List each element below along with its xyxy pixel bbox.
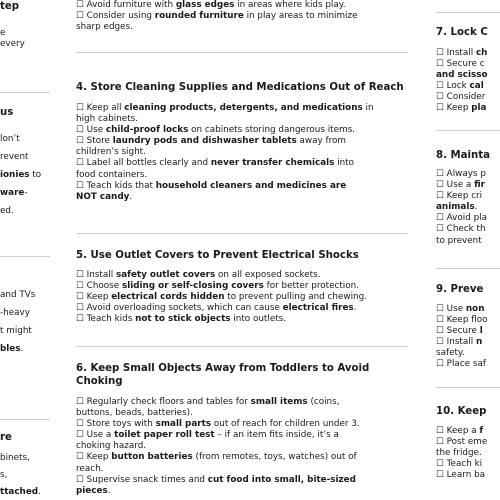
checklist-item: [76, 103, 408, 114]
main-column: [76, 0, 408, 500]
checklist-item: [76, 408, 408, 419]
section-body: [0, 134, 50, 217]
checklist-item: [76, 181, 408, 192]
checklist-item: [436, 470, 500, 481]
body-text: revent: [0, 152, 29, 163]
checklist-item: [436, 315, 500, 326]
emphasis-text: bles: [0, 344, 21, 355]
right-section-9: [436, 283, 500, 371]
body-text: safety.: [436, 348, 465, 359]
checklist-item: [76, 136, 408, 147]
checklist-item: [76, 11, 408, 22]
emphasis-text: l: [479, 326, 483, 337]
body-text: ☐ Lock: [436, 81, 470, 92]
section-divider: [0, 419, 50, 420]
body-text: .: [107, 485, 111, 496]
body-text: to prevent: [436, 235, 482, 246]
emphasis-text: sliding or self-closing covers: [121, 281, 264, 292]
emphasis-text: button batteries: [111, 452, 193, 463]
emphasis-text: household cleaners and medicines are: [155, 180, 347, 191]
emphasis-text: f: [479, 426, 484, 436]
body-text: choking hazard.: [76, 441, 147, 452]
section-heading: 7. Lock C: [436, 27, 488, 38]
body-line: [0, 152, 50, 163]
section-divider: [436, 12, 500, 13]
body-text: ☐ Check th: [436, 224, 486, 235]
checklist-item: [76, 303, 408, 314]
checklist-item: [76, 125, 408, 136]
body-text: food containers.: [76, 169, 148, 180]
section-divider: [436, 387, 500, 388]
checklist-item: [76, 114, 408, 125]
checklist-item: [436, 92, 500, 103]
emphasis-text: fir: [474, 180, 485, 191]
section-divider: [0, 256, 50, 257]
body-text: .: [129, 191, 133, 202]
body-text: to: [29, 170, 42, 181]
body-line: [0, 28, 50, 39]
section-divider: [436, 268, 500, 269]
checklist-item: [436, 236, 500, 247]
section-body: [76, 103, 408, 203]
checklist-item: [76, 147, 408, 158]
body-text: ☐ Avoid furniture with: [76, 0, 176, 10]
emphasis-text: electrical cords hidden: [111, 292, 225, 303]
emphasis-text: child-proof locks: [105, 125, 189, 136]
section-3-continued: [76, 0, 408, 33]
checklist-item: [436, 348, 500, 359]
emphasis-text: pieces: [76, 485, 108, 496]
body-text: ☐ Place saf: [436, 359, 486, 370]
body-line: [0, 206, 50, 217]
emphasis-text: non: [465, 304, 485, 314]
body-text: into: [334, 158, 355, 169]
section-divider: [0, 92, 50, 93]
checklist-item: [76, 270, 408, 281]
section-4: [76, 81, 408, 203]
section-heading: 5. Use Outlet Covers to Prevent Electrical Shocks: [76, 250, 359, 261]
checklist-item: [76, 452, 408, 463]
checklist-item: [436, 180, 500, 191]
section-heading: 10. Keep: [436, 406, 487, 417]
emphasis-text: ch: [475, 48, 488, 58]
body-line: [0, 453, 50, 464]
body-text: ☐ Avoid overloading sockets, which can cause: [76, 303, 283, 314]
body-text: ☐ Always p: [436, 169, 486, 179]
checklist-item: [436, 359, 500, 370]
emphasis-text: small items: [250, 397, 308, 407]
body-text: ☐ Use a: [436, 180, 475, 191]
body-text: .: [38, 487, 41, 498]
section-body: [436, 304, 500, 371]
left-section-4: [0, 431, 50, 498]
section-divider: [76, 52, 408, 53]
checklist-item: [76, 430, 408, 441]
section-body: [76, 270, 408, 325]
emphasis-text: pla: [471, 103, 487, 114]
checklist-item: [436, 337, 500, 348]
checklist-item: [436, 459, 500, 470]
section-heading: tep: [0, 1, 20, 12]
body-text: ☐ Keep floo: [436, 315, 488, 326]
section-6: [76, 362, 408, 497]
body-text: .: [353, 303, 357, 314]
checklist-item: [436, 191, 500, 202]
body-text: ☐ Store: [76, 136, 113, 147]
checklist-item: [76, 22, 408, 33]
body-text: ☐ Secure: [436, 326, 480, 337]
checklist-item: [436, 326, 500, 337]
body-text: out of reach for children under 3.: [211, 419, 360, 430]
body-text: ☐ Teach kids: [76, 314, 136, 325]
body-line: [0, 326, 50, 337]
emphasis-text: not to stick objects: [135, 314, 231, 325]
right-column: [436, 0, 500, 500]
section-body: [436, 426, 500, 481]
checklist-item: [436, 202, 500, 213]
body-text: ☐ Install: [436, 48, 476, 58]
emphasis-text: rounded furniture: [154, 11, 244, 22]
emphasis-text: n: [475, 337, 483, 348]
right-section-7: [436, 26, 500, 115]
emphasis-text: cut food into small, bite-sized: [207, 474, 356, 485]
checklist-item: [436, 59, 500, 70]
left-column: [0, 0, 50, 500]
section-body: [0, 28, 50, 50]
checklist-item: [436, 81, 500, 92]
body-text: ☐ Keep cri: [436, 191, 483, 202]
body-text: in play areas to minimize: [243, 11, 358, 22]
section-divider: [76, 346, 408, 347]
body-text: e: [0, 28, 6, 38]
checklist-item: [436, 437, 500, 448]
checklist-item: [436, 448, 500, 459]
body-text: lon’t: [0, 134, 20, 144]
body-text: children’s sight.: [76, 147, 146, 158]
section-5: [76, 249, 408, 325]
checklist-item: [76, 441, 408, 452]
emphasis-text: glass edges: [175, 0, 235, 10]
body-text: and TVs: [0, 290, 36, 300]
body-line: [0, 134, 50, 145]
body-text: ☐ Keep all: [76, 103, 125, 113]
checklist-item: [436, 213, 500, 224]
checklist-item: [76, 158, 408, 169]
body-text: reach.: [76, 463, 104, 474]
checklist-item: [76, 314, 408, 325]
section-heading: 4. Store Cleaning Supplies and Medications Out of Reach: [76, 82, 404, 93]
emphasis-text: cleaning products, detergents, and medications: [124, 103, 363, 113]
body-text: ☐ Secure c: [436, 59, 485, 70]
checklist-item: [436, 70, 500, 81]
emphasis-text: cal: [469, 81, 484, 92]
checklist-item: [436, 48, 500, 59]
body-text: ☐ Use: [436, 304, 466, 314]
checklist-item: [76, 192, 408, 203]
body-text: ☐ Avoid pla: [436, 213, 488, 224]
body-text: – if an item fits inside, it’s a: [214, 430, 339, 441]
emphasis-text: animals: [436, 202, 475, 213]
body-text: into outlets.: [230, 314, 287, 325]
checklist-item: [436, 224, 500, 235]
checklist-item: [76, 281, 408, 292]
emphasis-text: ware: [0, 188, 25, 199]
body-text: in areas where kids play.: [234, 0, 346, 10]
emphasis-text: electrical fires: [282, 303, 354, 314]
body-text: .: [20, 344, 24, 355]
section-heading: re: [0, 432, 12, 443]
checklist-item: [76, 292, 408, 303]
emphasis-text: ttached: [0, 487, 39, 498]
checklist-item: [76, 464, 408, 475]
checklist-item: [436, 103, 500, 114]
body-text: (from remotes, toys, watches) out of: [192, 452, 357, 463]
body-text: ☐ Keep: [76, 452, 112, 463]
body-line: [0, 170, 50, 181]
body-text: ☐ Supervise snack times and: [76, 474, 208, 485]
emphasis-text: small parts: [155, 419, 212, 430]
body-text: ed.: [0, 206, 14, 217]
right-section-8: [436, 149, 500, 247]
body-text: ☐ Teach kids that: [76, 180, 156, 191]
body-text: for better protection.: [263, 281, 359, 292]
body-line: [0, 188, 50, 199]
body-text: every: [0, 39, 25, 50]
body-text: in: [362, 103, 374, 113]
body-text: ☐ Keep a: [436, 426, 480, 436]
body-text: ☐ Consider: [436, 92, 486, 103]
section-divider: [76, 233, 408, 234]
body-text: -heavy: [0, 308, 30, 319]
body-text: sharp edges.: [76, 22, 133, 33]
body-text: on all exposed sockets.: [215, 270, 321, 280]
body-text: ☐ Learn ba: [436, 470, 486, 481]
body-text: ☐ Consider using: [76, 11, 155, 22]
emphasis-text: NOT candy: [76, 191, 130, 202]
body-line: [0, 308, 50, 319]
checklist-item: [76, 486, 408, 497]
emphasis-text: ionies: [0, 170, 30, 181]
checklist-item: [436, 169, 500, 180]
body-text: ☐ Keep: [76, 292, 112, 303]
section-body: [436, 48, 500, 115]
body-line: [0, 470, 50, 481]
left-section-2: [0, 106, 50, 217]
body-text: ☐ Install: [436, 337, 476, 348]
section-body: [76, 0, 408, 33]
emphasis-text: toilet paper roll test: [114, 430, 215, 441]
body-text: ☐ Use a: [76, 430, 115, 441]
section-heading: 6. Keep Small Objects Away from Toddlers to Avoid Choking: [76, 363, 370, 387]
checklist-item: [436, 426, 500, 437]
section-body: [76, 397, 408, 497]
section-divider: [436, 130, 500, 131]
emphasis-text: and scisso: [436, 70, 488, 81]
body-text: ☐ Post eme: [436, 437, 488, 448]
emphasis-text: safety outlet covers: [115, 270, 216, 280]
body-text: binets,: [0, 453, 30, 463]
body-text: ☐ Keep: [436, 103, 472, 114]
body-text: the fridge.: [436, 448, 482, 459]
right-section-10: [436, 405, 500, 481]
checklist-item: [76, 170, 408, 181]
body-text: s,: [0, 470, 8, 481]
body-text: ☐ Choose: [76, 281, 122, 292]
body-line: [0, 487, 50, 498]
checklist-item: [76, 0, 408, 11]
emphasis-text: laundry pods and dishwasher tablets: [112, 136, 297, 147]
checklist-item: [76, 397, 408, 408]
body-text: ☐ Label all bottles clearly and: [76, 158, 211, 169]
section-heading: us: [0, 107, 14, 118]
body-text: t might: [0, 326, 32, 337]
body-line: [0, 344, 50, 355]
checklist-item: [436, 304, 500, 315]
body-text: ☐ Store toys with: [76, 419, 156, 430]
body-text: ☐ Teach ki: [436, 459, 483, 470]
body-text: to prevent pulling and chewing.: [224, 292, 367, 303]
body-text: away from: [296, 136, 346, 147]
checklist-item: [76, 475, 408, 486]
left-section-3: [0, 268, 50, 355]
body-line: [0, 290, 50, 301]
section-heading: 8. Mainta: [436, 150, 491, 161]
checklist-item: [76, 419, 408, 430]
body-text: ☐ Use: [76, 125, 106, 136]
body-line: [0, 39, 50, 50]
section-heading: 9. Preve: [436, 284, 484, 295]
body-text: high cabinets.: [76, 114, 139, 125]
body-text: on cabinets storing dangerous items.: [188, 125, 355, 136]
emphasis-text: never transfer chemicals: [210, 158, 335, 169]
section-body: [436, 169, 500, 247]
body-text: (coins,: [307, 397, 340, 407]
body-text: -: [24, 188, 28, 199]
section-body: [0, 453, 50, 498]
left-section-1: [0, 0, 50, 50]
body-text: .: [474, 202, 478, 213]
body-text: buttons, beads, batteries).: [76, 408, 193, 419]
body-text: ☐ Install: [76, 270, 116, 280]
body-text: ☐ Regularly check floors and tables for: [76, 397, 251, 407]
section-body: [0, 290, 50, 355]
